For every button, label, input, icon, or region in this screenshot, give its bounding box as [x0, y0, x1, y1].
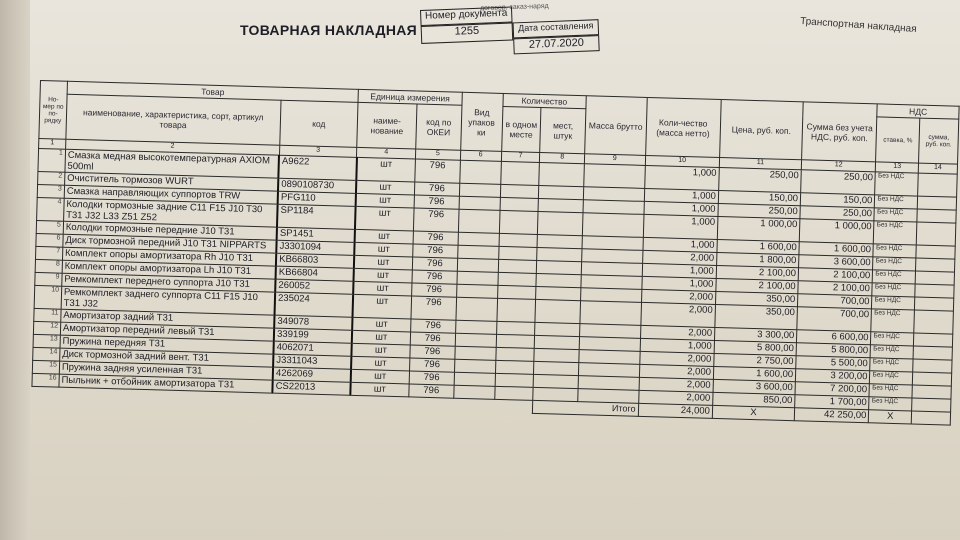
item-places — [539, 185, 584, 199]
item-pack-type — [455, 333, 496, 347]
item-per-place — [497, 285, 536, 299]
item-price: 3 600,00 — [713, 379, 796, 394]
item-sum: 700,00 — [797, 307, 872, 332]
item-per-place — [500, 197, 539, 211]
item-places — [539, 162, 584, 186]
column-number: 8 — [540, 152, 585, 163]
totals-spacer — [350, 395, 409, 410]
item-gross — [580, 301, 641, 326]
item-sum: 700,00 — [798, 294, 873, 309]
col-qty-group: Количество — [502, 93, 586, 108]
item-places — [535, 335, 580, 349]
item-vat-sum — [916, 222, 956, 246]
item-vat-rate: Без НДС — [871, 332, 914, 346]
item-vat-rate: Без НДС — [870, 358, 913, 372]
item-price: 5 800,00 — [714, 340, 797, 355]
item-places — [538, 198, 583, 212]
transport-label: Транспортная накладная — [799, 15, 917, 36]
item-qty: 1,000 — [643, 214, 718, 239]
row-number: 13 — [33, 334, 60, 348]
item-name: Амортизатор передний левый T31 — [60, 322, 274, 341]
item-vat-sum — [912, 372, 951, 386]
item-qty: 1,000 — [640, 338, 715, 353]
row-number: 14 — [33, 347, 60, 361]
col-places: мест, штук — [540, 108, 586, 154]
item-okei: 796 — [413, 231, 458, 245]
item-sum: 1 600,00 — [799, 242, 874, 257]
column-number: 2 — [65, 139, 279, 155]
item-unit: шт — [354, 255, 413, 270]
item-sum: 2 100,00 — [798, 268, 873, 283]
item-unit: шт — [352, 330, 411, 345]
item-name: Диск тормозной передний J10 T31 NIPPARTS — [63, 234, 277, 253]
col-net-qty: Коли-чество (масса нетто) — [645, 97, 721, 157]
col-vat-group: НДС — [877, 104, 959, 119]
paper-edge — [0, 0, 30, 540]
item-price: 1 600,00 — [713, 366, 796, 381]
item-code: J3301094 — [276, 240, 354, 255]
item-pack-type — [459, 196, 500, 210]
item-vat-sum — [913, 346, 952, 360]
item-places — [536, 286, 581, 300]
item-price: 850,00 — [713, 392, 796, 407]
item-code: J3311043 — [273, 354, 351, 369]
item-code: 339199 — [274, 328, 352, 343]
item-name: Комплект опоры амортизатора Rh J10 T31 — [62, 247, 276, 266]
item-okei: 796 — [410, 332, 455, 346]
item-okei: 796 — [412, 283, 457, 297]
col-per-place: в одном месте — [501, 106, 541, 152]
totals-spacer — [32, 386, 59, 400]
column-number: 6 — [460, 150, 501, 161]
col-name: наименование, характеристика, сорт, артикул товара — [66, 94, 281, 145]
totals-price: X — [712, 405, 795, 420]
item-vat-rate: Без НДС — [871, 309, 914, 333]
item-qty: 2,000 — [640, 325, 715, 340]
item-places — [535, 322, 580, 336]
totals-qty: 24,000 — [638, 403, 713, 418]
item-name: Амортизатор задний T31 — [61, 309, 275, 328]
item-sum: 2 100,00 — [798, 281, 873, 296]
item-per-place — [496, 298, 535, 322]
item-unit: шт — [352, 294, 411, 319]
row-number: 1 — [38, 148, 66, 172]
item-name: Очиститель тормозов WURT — [64, 172, 278, 191]
item-qty: 2,000 — [640, 302, 715, 327]
item-places — [537, 260, 582, 274]
item-code: 260052 — [275, 279, 353, 294]
item-sum: 1 700,00 — [795, 395, 870, 410]
item-sum: 1 000,00 — [799, 219, 874, 244]
row-number: 8 — [35, 259, 62, 273]
item-vat-rate: Без НДС — [873, 244, 916, 258]
item-price: 3 300,00 — [714, 327, 797, 342]
row-number: 9 — [35, 272, 62, 286]
item-per-place — [495, 373, 534, 387]
item-name: Смазка направляющих суппортов TRW — [64, 185, 278, 204]
item-pack-type — [459, 160, 500, 184]
item-okei: 796 — [409, 384, 454, 398]
item-sum: 150,00 — [800, 193, 875, 208]
item-vat-sum — [913, 359, 952, 373]
item-qty: 1,000 — [643, 237, 718, 252]
item-qty: 1,000 — [644, 201, 719, 216]
item-gross — [582, 213, 643, 238]
item-price: 2 750,00 — [714, 353, 797, 368]
item-qty: 2,000 — [641, 289, 716, 304]
item-places — [533, 387, 578, 401]
row-number: 7 — [35, 246, 62, 260]
row-number: 15 — [32, 360, 59, 374]
item-okei: 796 — [409, 371, 454, 385]
doc-number-label: Номер документа — [420, 6, 513, 26]
item-per-place — [496, 321, 535, 335]
item-unit: шт — [354, 242, 413, 257]
row-number: 6 — [36, 233, 63, 247]
row-number: 10 — [34, 285, 62, 309]
item-qty: 2,000 — [638, 390, 713, 405]
item-sum: 6 600,00 — [797, 330, 872, 345]
item-vat-sum — [916, 258, 955, 272]
col-unit-name: наиме-нование — [357, 102, 417, 149]
item-qty: 2,000 — [639, 351, 714, 366]
totals-spacer — [453, 398, 494, 412]
item-name: Пружина передняя T31 — [60, 335, 274, 354]
goods-table-wrap — [31, 80, 960, 426]
item-pack-type — [459, 183, 500, 197]
item-code: KB66803 — [276, 253, 354, 268]
item-price: 350,00 — [715, 304, 798, 329]
column-number: 12 — [801, 160, 876, 172]
item-okei: 796 — [410, 345, 455, 359]
column-number: 7 — [501, 151, 540, 162]
item-vat-rate: Без НДС — [869, 397, 912, 411]
item-vat-rate: Без НДС — [872, 296, 915, 310]
item-pack-type — [456, 284, 497, 298]
col-vat-rate: ставка, % — [876, 117, 920, 163]
row-number: 11 — [34, 308, 61, 322]
row-number: 12 — [33, 321, 60, 335]
item-per-place — [498, 259, 537, 273]
item-places — [536, 273, 581, 287]
item-sum: 250,00 — [800, 206, 875, 221]
col-code: код — [279, 100, 358, 147]
doc-date-label: Дата составления — [513, 19, 600, 38]
item-okei: 796 — [412, 257, 457, 271]
document-number-box — [420, 3, 602, 64]
item-name: Колодки тормозные задние C11 F15 J10 T30 T31 J32 L33 Z51 Z52 — [63, 198, 277, 227]
col-gross: Масса брутто — [585, 96, 647, 156]
item-price: 1 800,00 — [716, 252, 799, 267]
item-vat-rate: Без НДС — [869, 384, 912, 398]
column-number: 11 — [719, 158, 801, 170]
item-code: 349078 — [274, 315, 352, 330]
doc-date: 27.07.2020 — [513, 35, 600, 54]
item-places — [533, 374, 578, 388]
item-unit: шт — [352, 317, 411, 332]
row-number: 3 — [37, 184, 64, 198]
item-vat-sum — [916, 245, 955, 259]
goods-rows — [32, 148, 958, 425]
column-number: 1 — [39, 138, 66, 149]
item-pack-type — [454, 359, 495, 373]
item-code: SP1184 — [277, 204, 355, 229]
item-vat-sum — [912, 398, 951, 412]
row-number: 2 — [38, 171, 65, 185]
item-vat-rate: Без НДС — [874, 208, 917, 222]
item-per-place — [500, 184, 539, 198]
item-sum: 250,00 — [801, 170, 876, 195]
item-okei: 796 — [411, 319, 456, 333]
item-name: Ремкомплект заднего суппорта C11 F15 J10 T31 J32 — [61, 286, 275, 315]
column-number: 3 — [279, 145, 357, 157]
item-per-place — [497, 272, 536, 286]
item-name: Смазка медная высокотемпературная AXIOM 500ml — [65, 149, 279, 178]
doc-number: 1255 — [421, 22, 514, 44]
col-sum: Сумма без учета НДС, руб. коп. — [802, 102, 878, 162]
item-name: Пружина задняя усиленная T31 — [59, 361, 273, 380]
item-qty: 1,000 — [642, 263, 717, 278]
item-per-place — [494, 386, 533, 400]
item-pack-type — [455, 320, 496, 334]
item-sum: 5 800,00 — [796, 343, 871, 358]
item-okei: 796 — [409, 358, 454, 372]
item-unit: шт — [353, 268, 412, 283]
item-vat-sum — [914, 333, 953, 347]
row-number: 16 — [32, 373, 59, 387]
item-unit: шт — [351, 343, 410, 358]
col-vat-sum: сумма, руб. коп. — [919, 118, 959, 164]
item-price: 2 100,00 — [716, 265, 799, 280]
totals-vat: X — [869, 410, 912, 424]
item-pack-type — [457, 258, 498, 272]
item-code: 0890108730 — [278, 178, 356, 193]
column-number: 14 — [918, 163, 957, 174]
item-vat-rate: Без НДС — [870, 371, 913, 385]
item-price: 350,00 — [715, 291, 798, 306]
item-vat-sum — [918, 173, 958, 197]
item-qty: 2,000 — [642, 250, 717, 265]
item-price: 1 600,00 — [717, 239, 800, 254]
goods-table — [31, 80, 960, 426]
col-goods: Товар — [67, 81, 359, 102]
item-okei: 796 — [415, 159, 460, 183]
item-price: 2 100,00 — [716, 278, 799, 293]
item-name: Диск тормозной задний вент. T31 — [60, 348, 274, 367]
item-pack-type — [455, 346, 496, 360]
item-places — [534, 348, 579, 362]
item-per-place — [496, 334, 535, 348]
item-code: 4262069 — [273, 367, 351, 382]
column-number: 13 — [876, 162, 919, 173]
item-vat-sum — [915, 297, 954, 311]
item-okei: 796 — [411, 296, 456, 320]
item-unit: шт — [353, 281, 412, 296]
item-sum: 7 200,00 — [795, 382, 870, 397]
item-okei: 796 — [414, 182, 459, 196]
item-price: 250,00 — [719, 167, 802, 192]
item-pack-type — [457, 245, 498, 259]
totals-vat-sum — [911, 411, 950, 425]
item-vat-rate: Без НДС — [872, 283, 915, 297]
item-per-place — [498, 246, 537, 260]
item-code: KB66804 — [276, 266, 354, 281]
col-price: Цена, руб. коп. — [719, 100, 803, 160]
item-qty: 1,000 — [644, 165, 719, 190]
column-number: 5 — [415, 149, 460, 160]
item-name: Пыльник + отбойник амортизатора T31 — [59, 374, 273, 393]
item-per-place — [499, 210, 538, 234]
item-places — [537, 247, 582, 261]
item-vat-rate: Без НДС — [870, 345, 913, 359]
item-sum: 5 500,00 — [796, 356, 871, 371]
item-per-place — [499, 233, 538, 247]
totals-spacer — [272, 393, 350, 408]
item-price: 1 000,00 — [717, 216, 800, 241]
col-no: Но-мер по по-рядку — [39, 81, 68, 140]
totals-sum: 42 250,00 — [794, 408, 869, 423]
item-qty: 2,000 — [639, 377, 714, 392]
item-sum: 3 600,00 — [799, 255, 874, 270]
row-number: 4 — [37, 197, 65, 221]
item-unit: шт — [355, 193, 414, 208]
column-number: 4 — [357, 147, 416, 159]
item-pack-type — [458, 209, 499, 233]
item-code: PFG110 — [278, 191, 356, 206]
item-vat-rate: Без НДС — [873, 270, 916, 284]
item-qty: 1,000 — [641, 276, 716, 291]
item-code: SP1451 — [277, 227, 355, 242]
item-code: A9622 — [278, 155, 356, 180]
item-qty: 1,000 — [644, 188, 719, 203]
item-okei: 796 — [412, 270, 457, 284]
item-pack-type — [454, 372, 495, 386]
item-okei: 796 — [413, 208, 458, 232]
col-okei: код по ОКЕИ — [416, 104, 462, 150]
item-code: CS22013 — [272, 380, 350, 395]
totals-spacer — [408, 397, 453, 411]
item-name: Ремкомплект переднего суппорта J10 T31 — [62, 273, 276, 292]
item-pack-type — [453, 385, 494, 399]
item-okei: 796 — [414, 195, 459, 209]
item-pack-type — [458, 232, 499, 246]
item-price: 250,00 — [718, 203, 801, 218]
item-vat-rate: Без НДС — [874, 221, 917, 245]
item-per-place — [500, 161, 539, 185]
column-number: 10 — [645, 155, 720, 167]
item-price: 150,00 — [718, 190, 801, 205]
item-vat-sum — [914, 310, 954, 334]
item-name: Колодки тормозные передние J10 T31 — [63, 221, 277, 240]
column-number: 9 — [584, 154, 645, 166]
item-per-place — [495, 347, 534, 361]
item-places — [534, 361, 579, 375]
item-pack-type — [456, 297, 497, 321]
item-gross — [584, 164, 645, 189]
col-unit-group: Единица измерения — [358, 89, 462, 105]
item-places — [538, 211, 583, 235]
item-code: 4062071 — [274, 341, 352, 356]
item-per-place — [495, 360, 534, 374]
item-name: Комплект опоры амортизатора Lh J10 T31 — [62, 260, 276, 279]
contract-note: договор, заказ-наряд — [479, 2, 549, 13]
item-okei: 796 — [413, 244, 458, 258]
item-vat-rate: Без НДС — [875, 172, 918, 196]
item-places — [535, 299, 580, 323]
item-vat-sum — [915, 284, 954, 298]
item-vat-sum — [917, 196, 956, 210]
item-unit: шт — [355, 206, 414, 231]
item-vat-sum — [915, 271, 954, 285]
item-unit: шт — [350, 369, 409, 384]
item-vat-sum — [917, 209, 956, 223]
item-places — [537, 234, 582, 248]
item-unit: шт — [356, 157, 415, 182]
item-code: 235024 — [275, 292, 353, 317]
item-unit: шт — [354, 229, 413, 244]
row-number: 5 — [36, 220, 63, 234]
totals-spacer — [494, 399, 533, 413]
item-unit: шт — [350, 382, 409, 397]
totals-label: Итого — [533, 400, 639, 416]
item-vat-rate: Без НДС — [873, 257, 916, 271]
item-unit: шт — [351, 356, 410, 371]
item-qty: 2,000 — [639, 364, 714, 379]
item-vat-rate: Без НДС — [875, 195, 918, 209]
col-pack-type: Вид упаков ки — [460, 92, 502, 151]
document-title: ТОВАРНАЯ НАКЛАДНАЯ — [240, 22, 418, 38]
item-vat-sum — [912, 385, 951, 399]
item-unit: шт — [356, 180, 415, 195]
item-pack-type — [457, 271, 498, 285]
item-sum: 3 200,00 — [795, 369, 870, 384]
